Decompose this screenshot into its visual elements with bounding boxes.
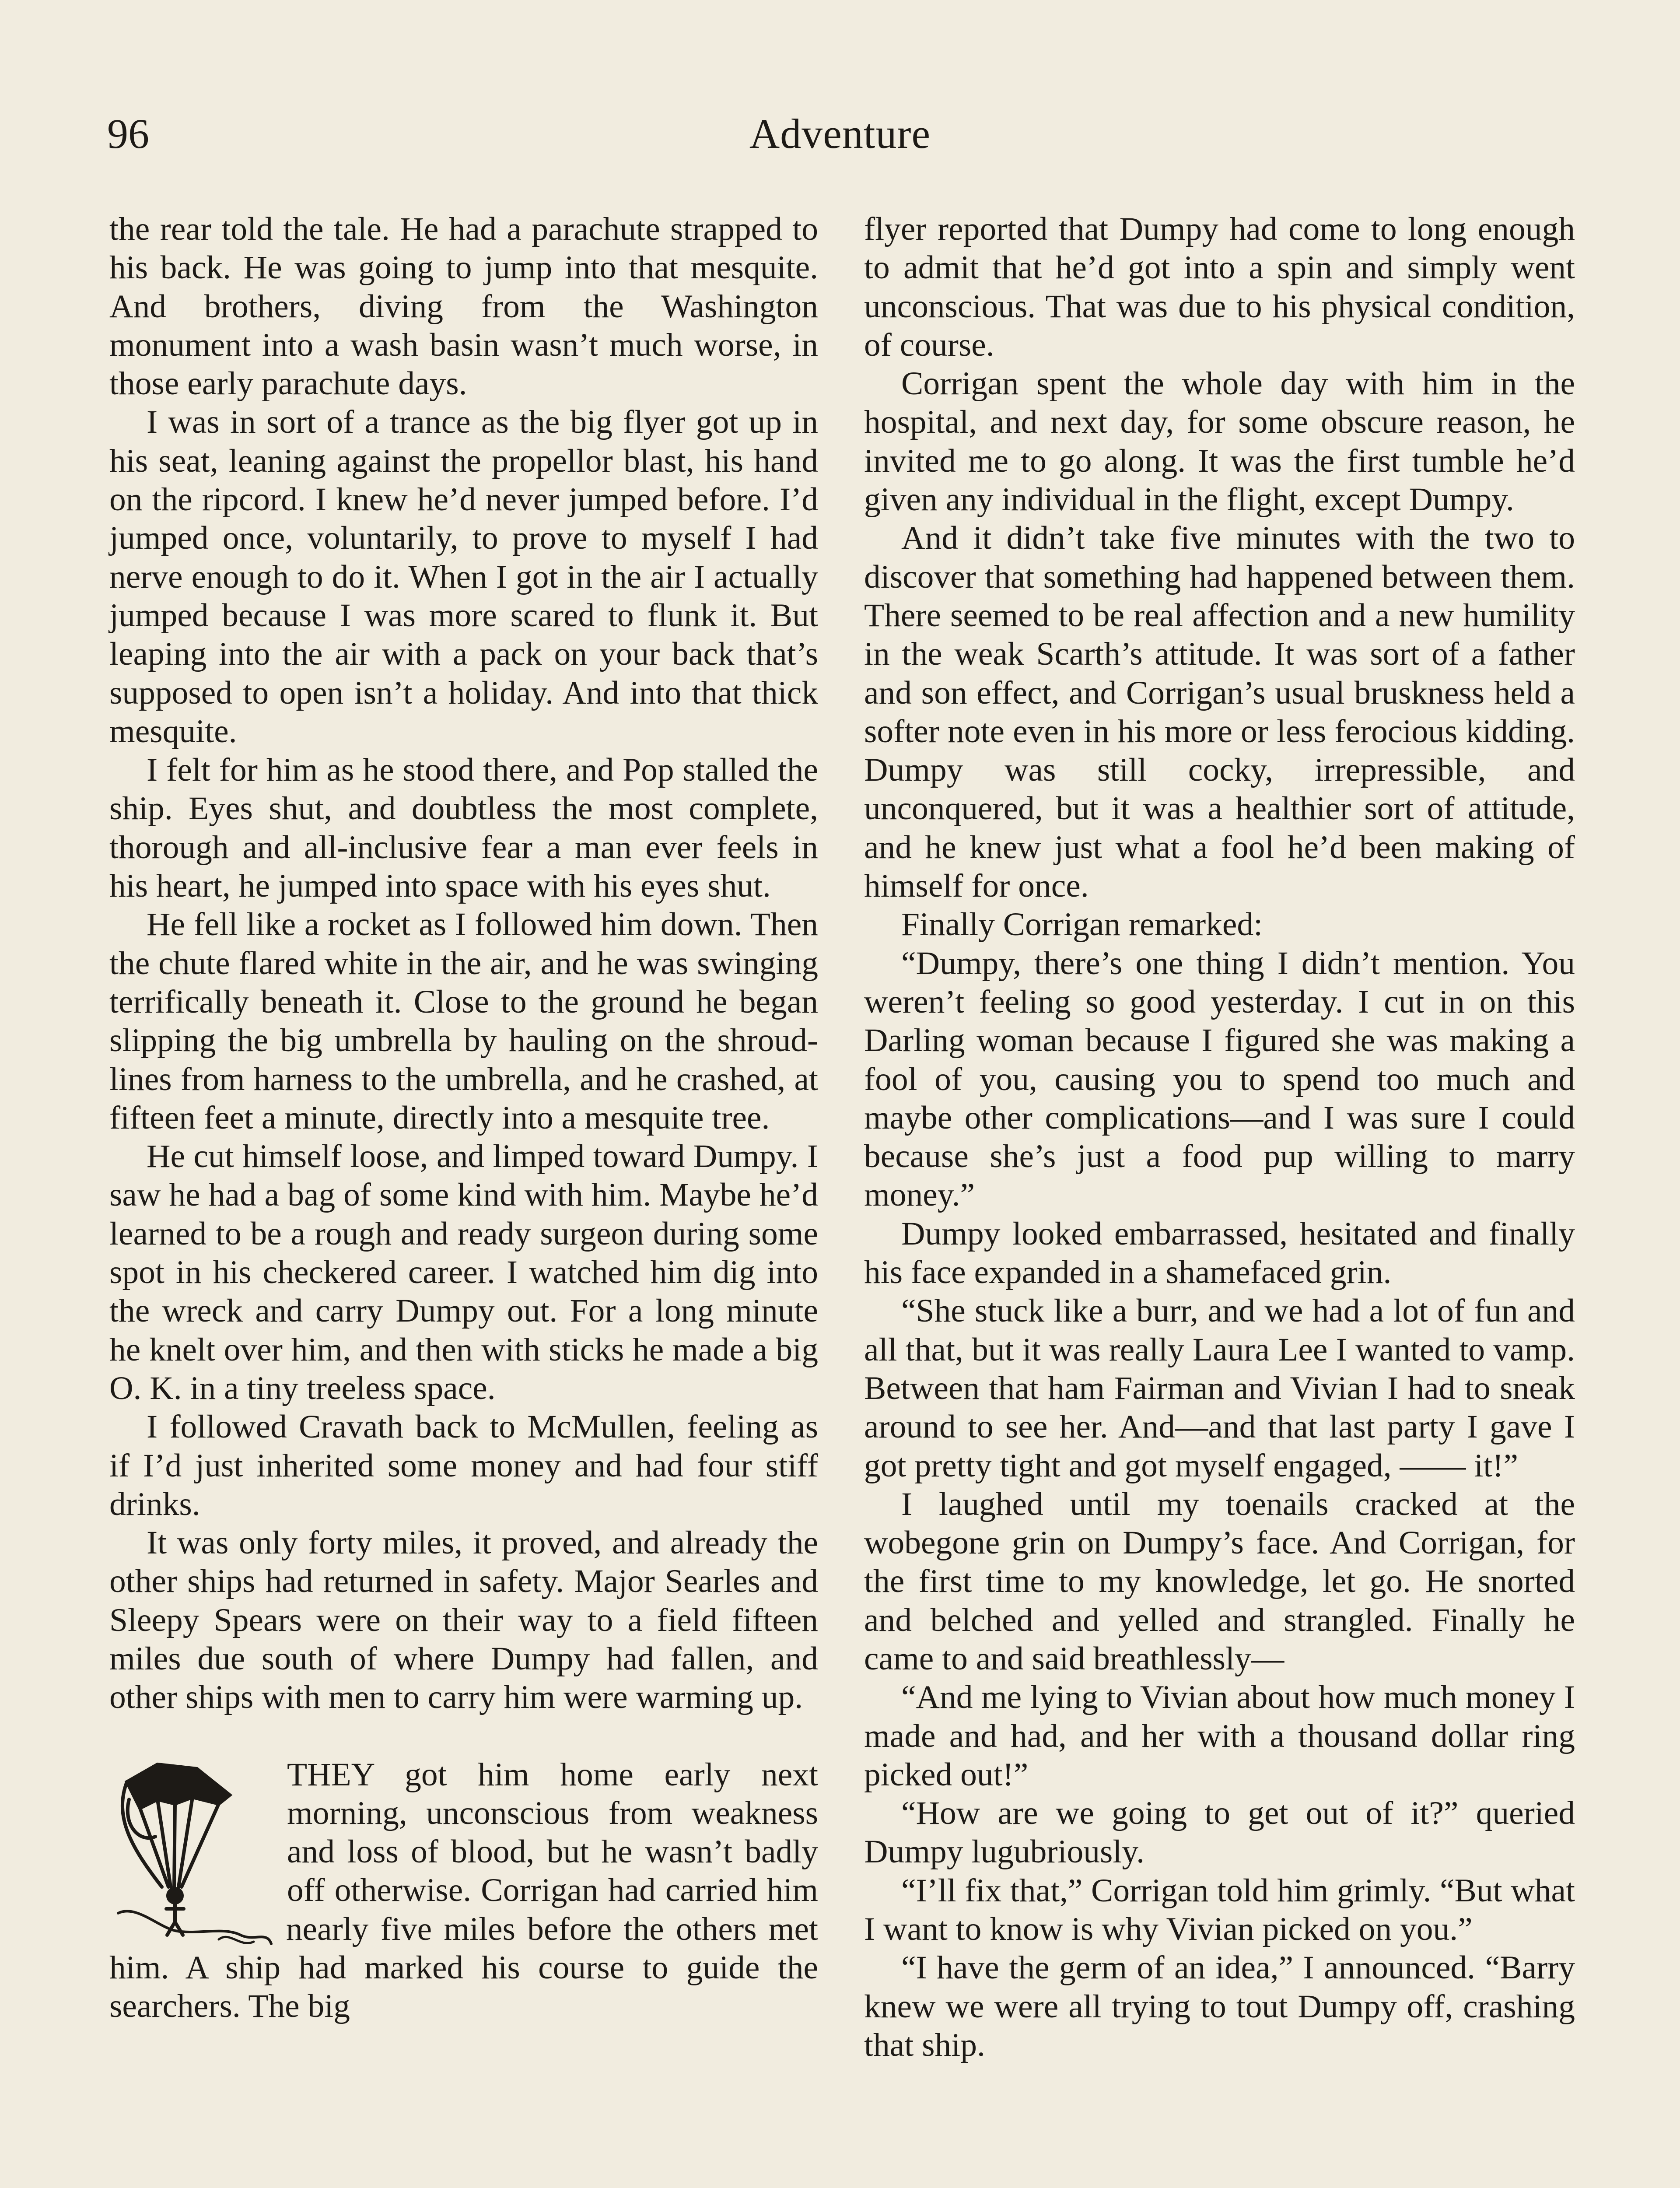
paragraph: It was only forty miles, it proved, and already the other ships had returned in safety. Major Searles and Sleepy Spears were on their way to a field fifteen miles due south of where Dumpy had fallen, and other ships with men to carry him were warming up. [109, 1525, 818, 1716]
paragraph: the rear told the tale. He had a parachute strapped to his back. He was going to jump into that mesquite. And brothers, diving from the Washington monument into a wash basin wasn’t much worse, in those early parachute days. [109, 211, 818, 402]
paragraph: Finally Corrigan remarked: [901, 906, 1263, 943]
paragraph: “She stuck like a burr, and we had a lot of fun and all that, but it was really Laura Lee I wanted to vamp. Between that ham Fairman and Vivian I had to sneak around to see her. And—and that last party I gave I got pretty tight and got myself engaged, —— it!” [864, 1293, 1575, 1484]
paragraph: “And me lying to Vivian about how much money I made and had, and her with a thousand dollar ring picked out!” [864, 1679, 1575, 1793]
left-column [109, 210, 818, 2026]
parachute-icon [109, 1756, 276, 1948]
section-opening [109, 1756, 818, 2026]
right-column [864, 210, 1575, 2065]
running-title: Adventure [749, 110, 931, 157]
page-number: 96 [107, 110, 149, 157]
paragraph: He fell like a rocket as I followed him down. Then the chute flared white in the air, and he was swinging terrifically beneath it. Close to the ground he began slipping the big umbrella by hauling on the shroudlines from harness to the umbrella, and he crashed, at fifteen feet a minute, directly into a mesquite tree. [109, 906, 818, 1136]
paragraph: I was in sort of a trance as the big flyer got up in his seat, leaning against the propellor blast, his hand on the ripcord. I knew he’d never jumped before. I’d jumped once, voluntarily, to prove to myself I had nerve enough to do it. When I got in the air I actually jumped because I was more scared to flunk it. But leaping into the air with a pack on your back that’s supposed to open isn’t a holiday. And into that thick mesquite. [109, 404, 818, 750]
paragraph: “Dumpy, there’s one thing I didn’t mention. You weren’t feeling so good yesterday. I cut in on this Darling woman because I figured she was making a fool of you, causing you to spend too much and maybe other complications—and I was sure I could because she’s just a food pup willing to marry money.” [864, 945, 1575, 1213]
paragraph: “I have the germ of an idea,” I announced. “Barry knew we were all trying to tout Dumpy off, crashing that ship. [864, 1950, 1575, 2063]
paragraph: I followed Cravath back to McMullen, feeling as if I’d just inherited some money and had four stiff drinks. [109, 1409, 818, 1522]
paragraph: He cut himself loose, and limped toward Dumpy. I saw he had a bag of some kind with him. Maybe he’d learned to be a rough and ready surgeon during some spot in his checkered career. I watched him dig into the wreck and carry Dumpy out. For a long minute he knelt over him, and then with sticks he made a big O. K. in a tiny treeless space. [109, 1138, 818, 1406]
paragraph: flyer reported that Dumpy had come to long enough to admit that he’d got into a spin and simply went unconscious. That was due to his physical condition, of course. [864, 211, 1575, 363]
paragraph: And it didn’t take five minutes with the two to discover that something had happened between them. There seemed to be real affection and a new humility in the weak Scarth’s attitude. It was sort of a father and son effect, and Corrigan’s usual bruskness held a softer note even in his more or less ferocious kidding. Dumpy was still cocky, irrepressible, and unconquered, but it was a healthier sort of attitude, and he knew just what a fool he’d been making of himself for once. [864, 520, 1575, 905]
paragraph: I laughed until my toenails cracked at the wobegone grin on Dumpy’s face. And Corrigan, for the first time to my knowledge, let go. He snorted and belched and yelled and strangled. Finally he came to and said breathlessly— [864, 1486, 1575, 1677]
page-header [107, 109, 1573, 171]
paragraph: I felt for him as he stood there, and Pop stalled the ship. Eyes shut, and doubtless the most complete, thorough and all-inclusive fear a man ever feels in his heart, he jumped into space with his eyes shut. [109, 752, 818, 905]
paragraph: Dumpy looked embarrassed, hesitated and finally his face expanded in a shamefaced grin. [864, 1215, 1575, 1291]
paragraph: “I’ll fix that,” Corrigan told him grimly. “But what I want to know is why Vivian picked on you.” [864, 1872, 1575, 1948]
paragraph: “How are we going to get out of it?” queried Dumpy lugubriously. [864, 1795, 1575, 1870]
paragraph: Corrigan spent the whole day with him in the hospital, and next day, for some obscure reason, he invited me to go along. It was the first tumble he’d given any individual in the flight, except Dumpy. [864, 365, 1575, 518]
dropcap-paragraph: THEY got him home early next morning, unconscious from weakness and loss of blood, but he wasn’t badly off otherwise. Corrigan had carried him nearly five miles before the others met him. A ship had marked his course to guide the searchers. The big [109, 1756, 818, 2025]
